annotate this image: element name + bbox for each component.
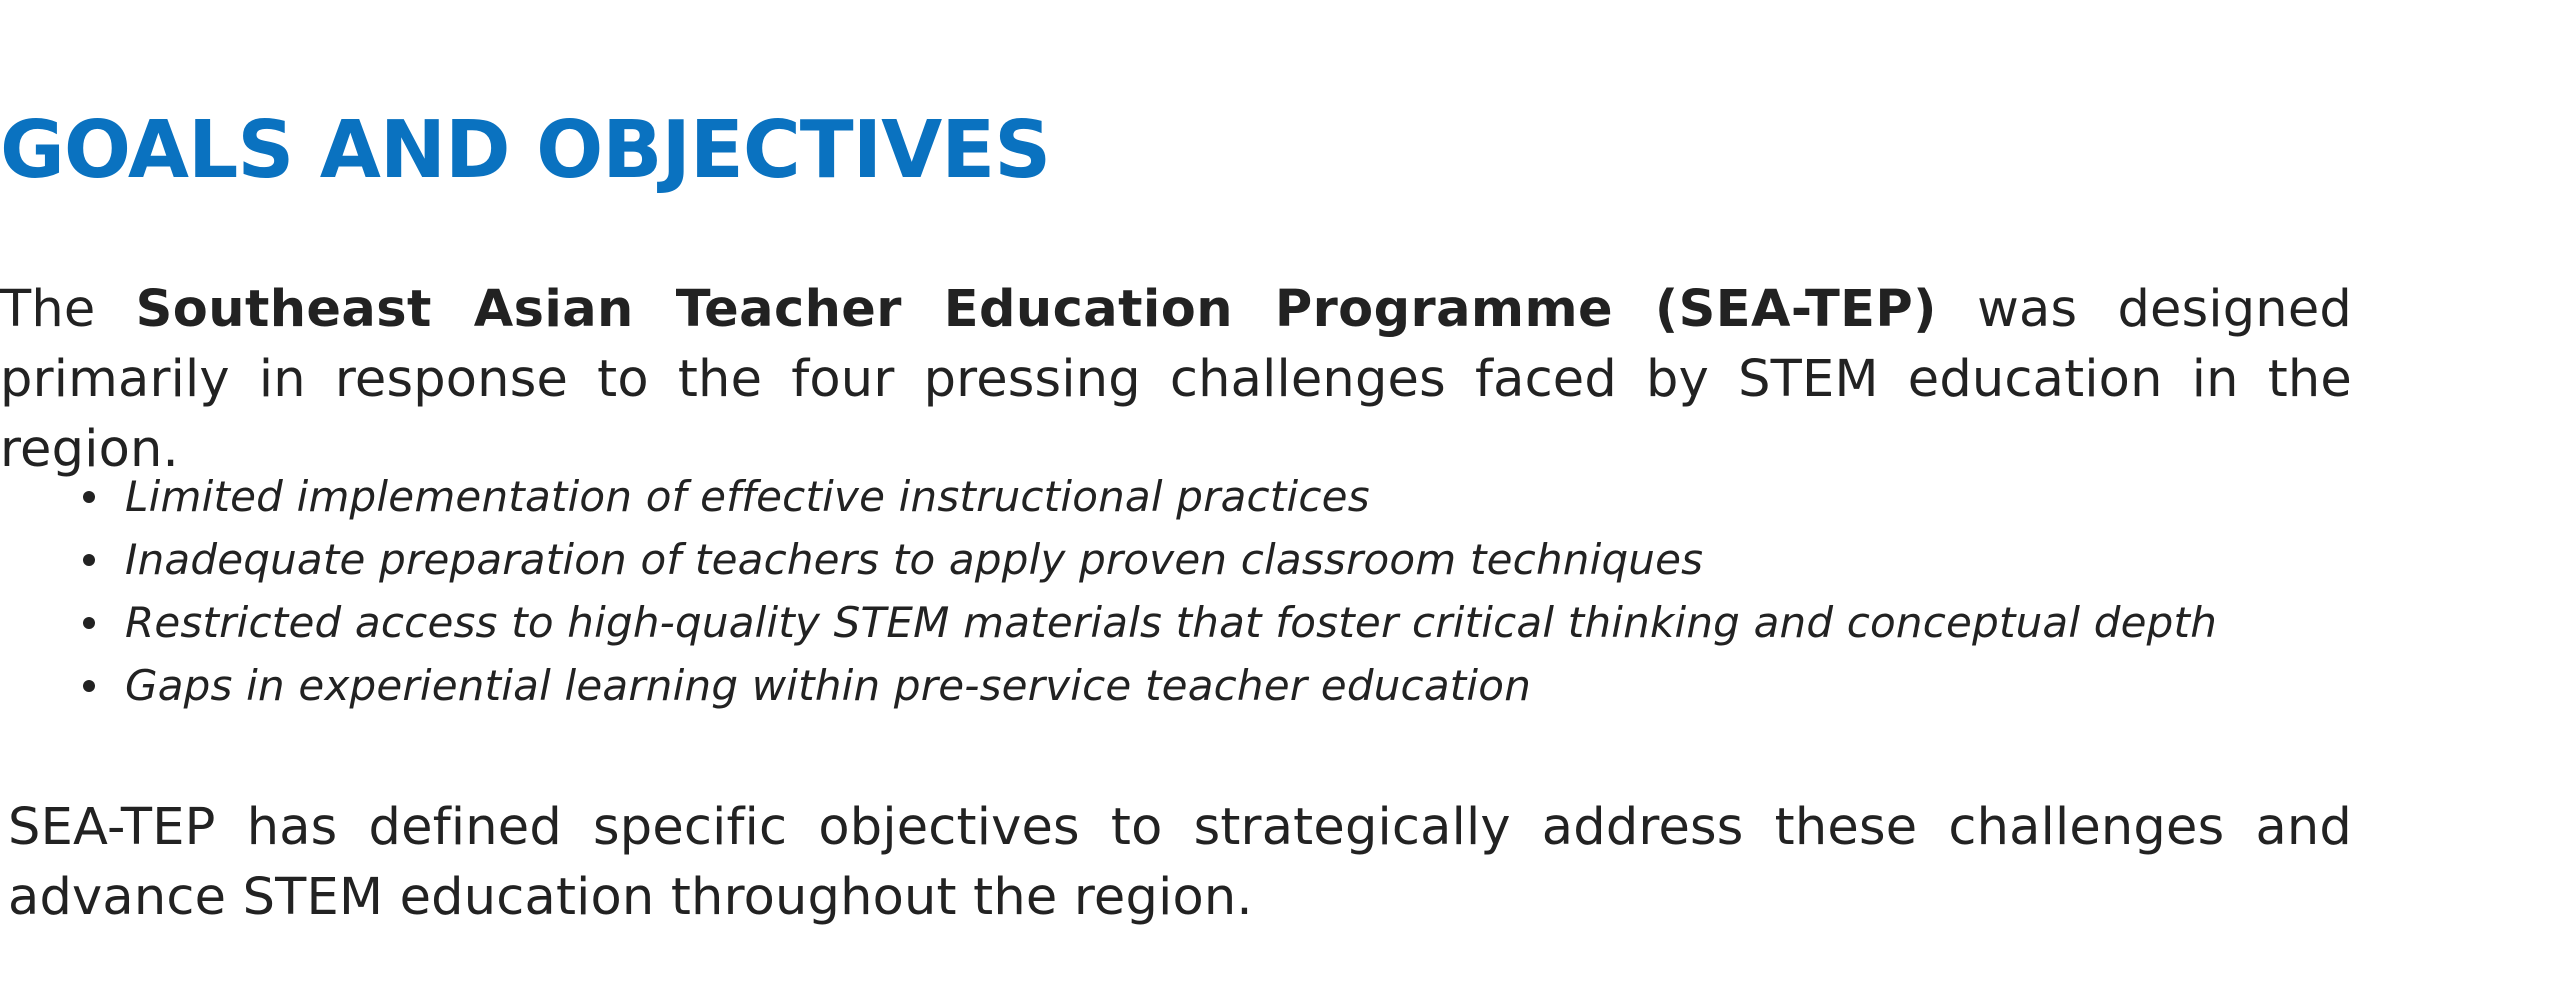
bullet-icon bbox=[83, 554, 95, 566]
bullet-icon bbox=[83, 491, 95, 503]
list-item bbox=[75, 654, 2217, 717]
bullet-icon bbox=[83, 680, 95, 692]
intro-paragraph bbox=[0, 275, 2352, 485]
closing-paragraph: SEA-TEP has defined specific objectives to strategically address these challenges and advance STEM education throughout the region. bbox=[8, 798, 2352, 927]
program-name: Southeast Asian Teacher Education Programme (SEA-TEP) bbox=[135, 280, 1937, 339]
list-item bbox=[75, 591, 2217, 654]
list-item bbox=[75, 528, 2217, 591]
list-item bbox=[75, 465, 2217, 528]
challenges-list bbox=[75, 465, 2217, 717]
intro-prefix: The bbox=[0, 280, 136, 339]
bullet-icon bbox=[83, 617, 95, 629]
page-title: GOALS AND OBJECTIVES bbox=[0, 104, 1051, 196]
list-item-text: Restricted access to high-quality STEM materials that foster critical thinking and conceptual depth bbox=[125, 598, 2218, 647]
list-item-text: Inadequate preparation of teachers to apply proven classroom techniques bbox=[125, 535, 1704, 584]
list-item-text: Limited implementation of effective instructional practices bbox=[125, 472, 1370, 521]
list-item-text: Gaps in experiential learning within pre-service teacher education bbox=[125, 661, 1532, 710]
intro-suffix: was designed primarily in response to the four pressing challenges faced by STEM education in the region. bbox=[0, 280, 2352, 479]
